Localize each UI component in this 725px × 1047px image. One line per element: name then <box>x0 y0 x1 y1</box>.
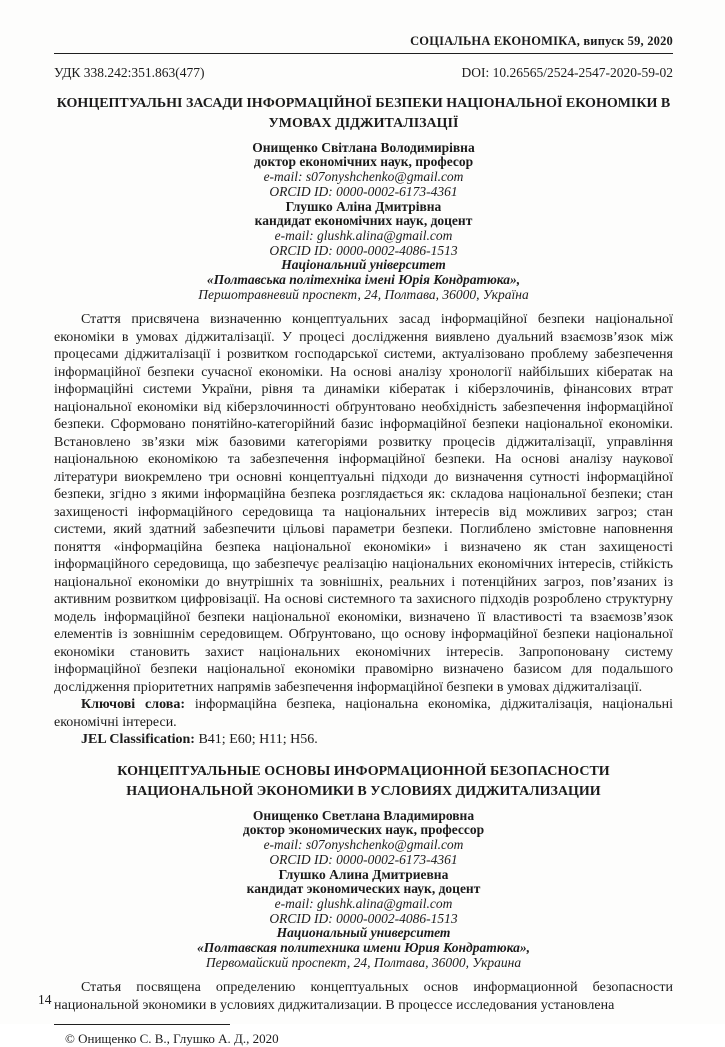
author-orcid: ORCID ID: 0000-0002-4086-1513 <box>269 242 458 258</box>
author-email: e-mail: s07onyshchenko@gmail.com <box>263 837 464 853</box>
abstract-section-uk <box>54 311 673 749</box>
author-orcid: ORCID ID: 0000-0002-6173-4361 <box>269 183 458 199</box>
affiliation-address: Першотравневий проспект, 24, Полтава, 36000, Україна <box>198 286 529 302</box>
meta-row <box>54 65 673 81</box>
affiliation-name: Національний університет <box>281 257 446 273</box>
abstract-uk: Стаття присвячена визначенню концептуальних засад інформаційної безпеки національної економіки в умовах діджиталізації. У процесі дослідження виявлено дуальний взаємозв’язок між процесами діджиталізації і розвитком господарської системи, актуалізовано проблему забезпечення інформаційної безпеки сучасної економіки. На основі аналізу хронології найбільших кібератак на інформаційні системи України, рівня та динаміки кібератак і кіберзлочинів, фінансових втрат національної економіки від кіберзлочинності обґрунтовано необхідність забезпечення інформаційної безпеки. Сформовано понятійно-категорійний базис інформаційної безпеки національної економіки. Встановлено зв’язки між базовими категоріями розвитку процесів діджиталізації, управління національною економікою та забезпечення інформаційної безпеки. На основі аналізу наукової літератури виокремлено три основні концептуальні підходи до визначення сутності інформаційної безпеки, згідно з якими інформаційна безпека розглядається як: складова національної безпеки; стан захищеності інформаційного середовища та національних інтересів від можливих загроз; стан системи, який здатний забезпечити цільові параметри безпеки. Поглиблено змістовне наповнення поняття «інформаційна безпека національної економіки» і визначено як стан захищеності інформаційного середовища, що забезпечує реалізацію національних економічних інтересів, стійкість національної економіки до внутрішніх та зовнішніх, реальних і потенційних загроз, пов’язаних із активним розвитком цифровізації. На основі системного та захисного підходів розроблено структурну модель інформаційної безпеки національної економіки, визначено її властивості та взаємозв’язок елементів із зовнішнім середовищем. Обґрунтовано, що основу інформаційної безпеки національної економіки становить захист національних економічних інтересів. Запропоновану систему інформаційної безпеки національної економіки правомірно визначено базисом для подальшого дослідження пріоритетних напрямів забезпечення інформаційної безпеки в умовах діджиталізації. <box>54 312 673 695</box>
author-orcid: ORCID ID: 0000-0002-4086-1513 <box>269 910 458 926</box>
authors-block-uk <box>54 141 673 303</box>
author-email: e-mail: s07onyshchenko@gmail.com <box>263 169 464 185</box>
jel-line <box>54 731 673 749</box>
author-email: e-mail: glushk.alina@gmail.com <box>274 227 453 243</box>
jel-label: JEL Classification: <box>81 732 195 748</box>
author-degree: доктор економічних наук, професор <box>253 154 474 170</box>
authors-block-ru <box>54 809 673 971</box>
footnote-block <box>54 1024 673 1047</box>
abstract-section-ru <box>54 979 673 1014</box>
affiliation-name: «Полтавська політехніка імені Юрія Кондратюка», <box>206 272 521 288</box>
author-name: Онищенко Светлана Владимировна <box>252 807 475 823</box>
udc-code: УДК 338.242:351.863(477) <box>54 65 205 80</box>
affiliation-address: Первомайский проспект, 24, Полтава, 36000, Украина <box>205 954 522 970</box>
page-number: 14 <box>38 992 52 1007</box>
author-name: Онищенко Світлана Володимирівна <box>252 139 475 155</box>
article-title-uk: КОНЦЕПТУАЛЬНІ ЗАСАДИ ІНФОРМАЦІЙНОЇ БЕЗПЕКИ НАЦІОНАЛЬНОЇ ЕКОНОМІКИ В УМОВАХ ДІДЖИТАЛІЗАЦІЇ <box>56 96 671 131</box>
footnote-rule <box>54 1024 230 1025</box>
header-rule <box>54 53 673 54</box>
journal-header: СОЦІАЛЬНА ЕКОНОМІКА, випуск 59, 2020 <box>410 34 673 48</box>
author-degree: доктор экономических наук, профессор <box>242 822 485 838</box>
copyright-note: © Онищенко С. В., Глушко А. Д., 2020 <box>65 1031 279 1047</box>
abstract-ru: Статья посвящена определению концептуальных основ информационной безопасности национальной экономики в условиях диджитализации. В процессе исследования установлена <box>54 980 673 1013</box>
author-name: Глушко Алина Дмитриевна <box>278 866 449 882</box>
jel-codes: B41; E60; H11; H56. <box>194 732 318 748</box>
keywords-label-uk: Ключові слова: <box>81 697 185 713</box>
keywords-uk <box>54 696 673 731</box>
author-degree: кандидат экономических наук, доцент <box>246 881 481 897</box>
author-degree: кандидат економічних наук, доцент <box>254 213 473 229</box>
affiliation-name: Национальный университет <box>276 925 451 941</box>
author-name: Глушко Аліна Дмитрівна <box>285 198 442 214</box>
doi-code: DOI: 10.26565/2524-2547-2020-59-02 <box>461 65 673 80</box>
keywords-text-uk: інформаційна безпека, національна економіка, діджиталізація, національні економічні інтереси. <box>54 697 673 730</box>
author-email: e-mail: glushk.alina@gmail.com <box>274 895 453 911</box>
author-orcid: ORCID ID: 0000-0002-6173-4361 <box>269 851 458 867</box>
article-title-ru: КОНЦЕПТУАЛЬНЫЕ ОСНОВЫ ИНФОРМАЦИОННОЙ БЕЗОПАСНОСТИ НАЦИОНАЛЬНОЙ ЭКОНОМИКИ В УСЛОВИЯХ ДИДЖИТАЛИЗАЦИИ <box>117 763 610 799</box>
affiliation-name: «Полтавская политехника имени Юрия Кондратюка», <box>197 940 530 956</box>
